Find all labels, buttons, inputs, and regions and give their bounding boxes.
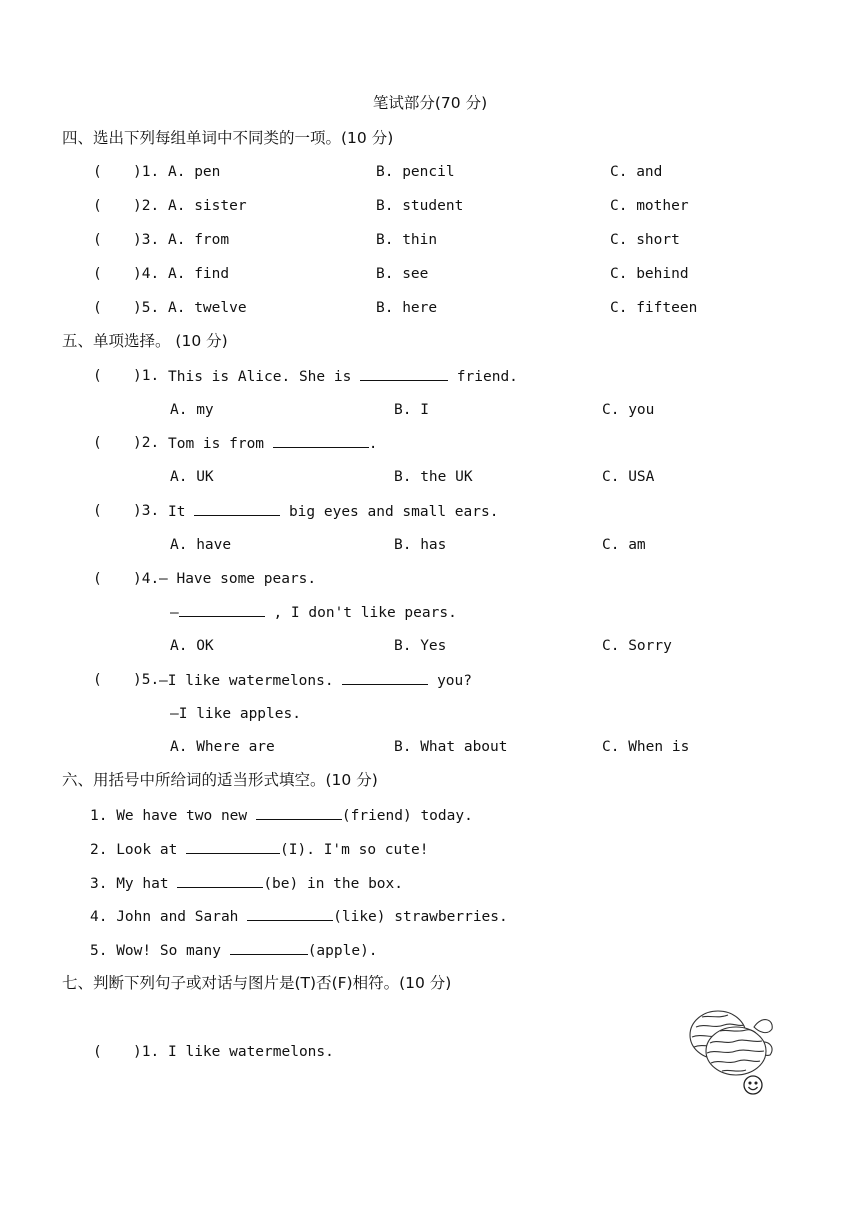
option-a: A. UK bbox=[170, 469, 214, 485]
question-number: )2. bbox=[133, 198, 160, 214]
question-number: )4. bbox=[133, 571, 160, 587]
question-stem-end: friend. bbox=[456, 369, 518, 385]
question-stem: It bbox=[168, 504, 186, 520]
leaf-icon bbox=[754, 1020, 772, 1033]
section-5-heading: 五、单项选择。 (10 分) bbox=[62, 332, 228, 350]
answer-blank[interactable] bbox=[273, 433, 369, 448]
list-item bbox=[90, 839, 428, 860]
item-text: 3. My hat bbox=[90, 876, 169, 892]
answer-paren[interactable]: ( bbox=[93, 435, 102, 451]
section-7-heading: 七、判断下列句子或对话与图片是(T)否(F)相符。(10 分) bbox=[62, 974, 452, 992]
dash: — bbox=[170, 605, 179, 621]
option-a: A. twelve bbox=[168, 300, 247, 316]
answer-blank[interactable] bbox=[194, 501, 280, 516]
question-stem-end: . bbox=[368, 436, 378, 452]
answer-paren[interactable]: ( bbox=[93, 266, 102, 282]
watermelon-illustration bbox=[684, 1005, 780, 1095]
answer-blank[interactable] bbox=[177, 873, 263, 888]
item-hint: (be) in the box. bbox=[263, 876, 403, 892]
option-b: B. I bbox=[394, 402, 429, 418]
option-a: A. sister bbox=[168, 198, 247, 214]
section-6-heading: 六、用括号中所给词的适当形式填空。(10 分) bbox=[62, 771, 378, 789]
question-number: )2. bbox=[133, 435, 160, 451]
answer-paren[interactable]: ( bbox=[93, 503, 102, 519]
option-a: A. from bbox=[168, 232, 230, 248]
option-a: A. pen bbox=[168, 164, 221, 180]
option-a: A. have bbox=[170, 537, 232, 553]
question-number: )1. bbox=[133, 368, 160, 384]
answer-blank[interactable] bbox=[256, 805, 342, 820]
option-c: C. USA bbox=[602, 469, 655, 485]
question-number: )1. bbox=[133, 1044, 160, 1060]
answer-paren[interactable]: ( bbox=[93, 198, 102, 214]
answer-paren[interactable]: ( bbox=[93, 571, 102, 587]
option-a: A. find bbox=[168, 266, 230, 282]
answer-paren[interactable]: ( bbox=[93, 164, 102, 180]
question-number: )5. bbox=[133, 672, 160, 688]
answer-blank[interactable] bbox=[186, 839, 280, 854]
question-stem: —I like watermelons. bbox=[159, 673, 334, 689]
item-hint: (I). I'm so cute! bbox=[280, 842, 429, 858]
answer-paren[interactable]: ( bbox=[93, 300, 102, 316]
option-c: C. When is bbox=[602, 739, 690, 755]
section-4-heading: 四、选出下列每组单词中不同类的一项。(10 分) bbox=[62, 129, 394, 147]
list-item bbox=[90, 805, 473, 826]
option-c: C. mother bbox=[610, 198, 689, 214]
item-text: 2. Look at bbox=[90, 842, 178, 858]
smiley-icon bbox=[744, 1076, 762, 1094]
question-number: )3. bbox=[133, 503, 160, 519]
dialogue-line-1 bbox=[159, 670, 472, 691]
list-item bbox=[90, 906, 508, 927]
option-c: C. you bbox=[602, 402, 655, 418]
item-hint: (apple). bbox=[307, 943, 378, 959]
option-c: C. fifteen bbox=[610, 300, 698, 316]
option-a: A. my bbox=[170, 402, 214, 418]
option-b: B. thin bbox=[376, 232, 438, 248]
question-number: )5. bbox=[133, 300, 160, 316]
answer-paren[interactable]: ( bbox=[93, 232, 102, 248]
page-title: 笔试部分(70 分) bbox=[372, 94, 488, 112]
option-a: A. Where are bbox=[170, 739, 275, 755]
question-number: )3. bbox=[133, 232, 160, 248]
statement-text: I like watermelons. bbox=[168, 1044, 334, 1060]
item-hint: (friend) today. bbox=[341, 808, 473, 824]
dialogue-line-2: —I like apples. bbox=[170, 706, 301, 722]
answer-paren[interactable]: ( bbox=[93, 672, 102, 688]
item-text: 4. John and Sarah bbox=[90, 909, 239, 925]
question-stem-end: big eyes and small ears. bbox=[288, 504, 499, 520]
option-b: B. pencil bbox=[376, 164, 455, 180]
option-b: B. student bbox=[376, 198, 464, 214]
option-c: C. Sorry bbox=[602, 638, 672, 654]
question-number: )1. bbox=[133, 164, 160, 180]
question-text bbox=[168, 433, 378, 454]
option-b: B. the UK bbox=[394, 469, 473, 485]
dialogue-line-1: — Have some pears. bbox=[159, 571, 317, 587]
list-item bbox=[90, 940, 378, 961]
item-text: 1. We have two new bbox=[90, 808, 248, 824]
option-a: A. OK bbox=[170, 638, 214, 654]
question-stem-end: you? bbox=[437, 673, 472, 689]
option-c: C. am bbox=[602, 537, 646, 553]
answer-blank[interactable] bbox=[230, 940, 308, 955]
option-b: B. What about bbox=[394, 739, 508, 755]
option-c: C. and bbox=[610, 164, 663, 180]
question-stem: Tom is from bbox=[168, 436, 265, 452]
question-text bbox=[168, 366, 518, 387]
question-stem: This is Alice. She is bbox=[168, 369, 352, 385]
answer-paren[interactable]: ( bbox=[93, 368, 102, 384]
answer-blank[interactable] bbox=[360, 366, 448, 381]
dialogue-line-2 bbox=[170, 602, 457, 623]
answer-blank[interactable] bbox=[247, 906, 333, 921]
option-c: C. behind bbox=[610, 266, 689, 282]
question-text bbox=[168, 501, 498, 522]
answer-blank[interactable] bbox=[342, 670, 428, 685]
answer-blank[interactable] bbox=[179, 602, 265, 617]
option-b: B. Yes bbox=[394, 638, 447, 654]
item-text: 5. Wow! So many bbox=[90, 943, 221, 959]
option-b: B. see bbox=[376, 266, 429, 282]
option-c: C. short bbox=[610, 232, 680, 248]
option-b: B. here bbox=[376, 300, 438, 316]
option-b: B. has bbox=[394, 537, 447, 553]
answer-paren[interactable]: ( bbox=[93, 1044, 102, 1060]
question-number: )4. bbox=[133, 266, 160, 282]
dialogue-line-2-end: , I don't like pears. bbox=[273, 605, 457, 621]
list-item bbox=[90, 873, 403, 894]
item-hint: (like) strawberries. bbox=[333, 909, 508, 925]
